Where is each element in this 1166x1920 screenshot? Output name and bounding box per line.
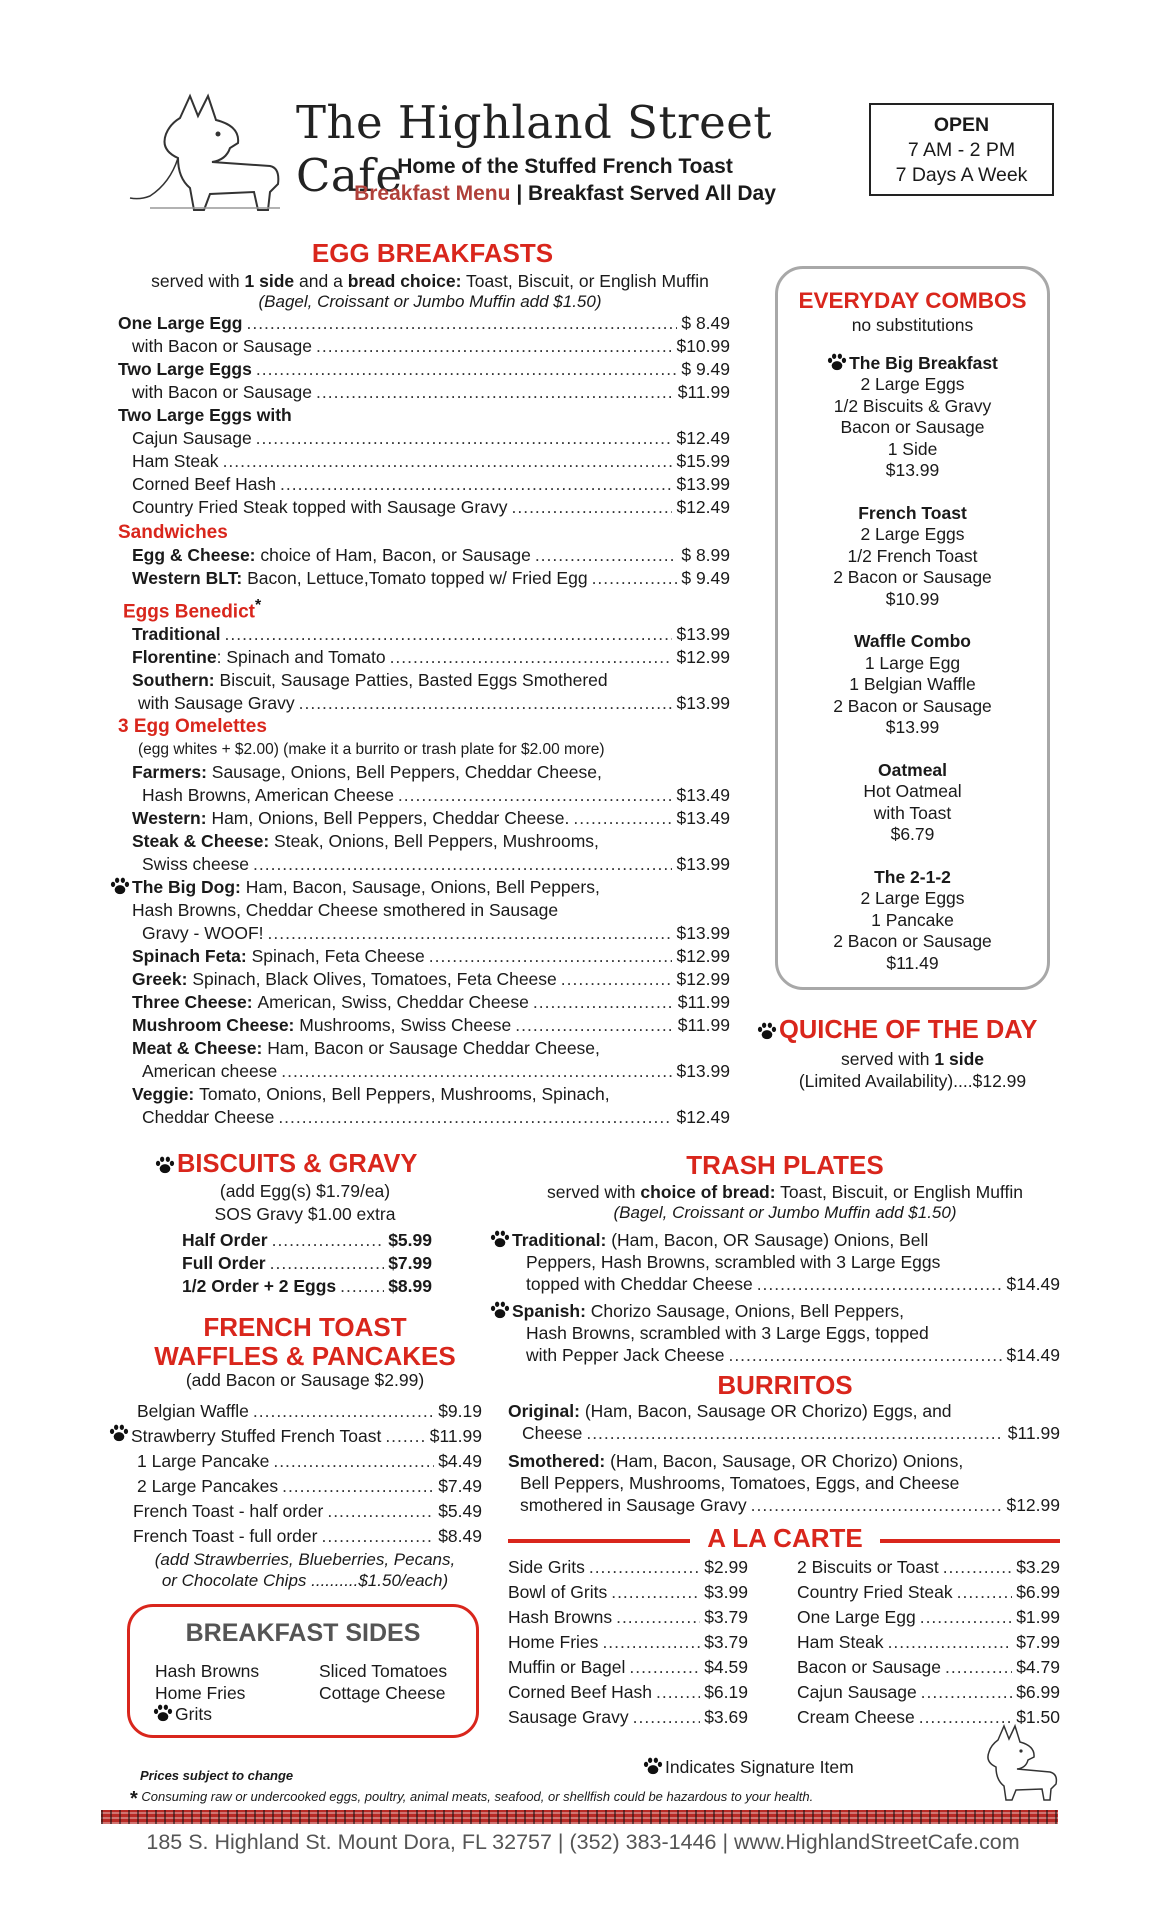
combo-item: Waffle Combo 1 Large Egg 1 Belgian Waffle 2 Bacon or Sausage $13.99 <box>833 631 992 737</box>
menu-item: Corned Beef Hash ..... $6.19 <box>508 1680 748 1705</box>
burritos-list: Original: (Ham, Bacon, Sausage OR Chorizo) Eggs, and Cheese ..... $11.99 Smothered: (Ham, Bacon, Sausage, OR Chorizo) Onions, Bell Peppers, Mushrooms, Tomatoes, Eggs, and Cheese smothered in Sausage Gravy ..... $12.99 <box>508 1400 1060 1516</box>
menu-item: Full Order ..... $7.99 <box>182 1252 432 1275</box>
quiche-details: served with 1 side (Limited Availability)....$12.99 <box>798 1049 1027 1091</box>
menu-item: Cheese ..... $11.99 <box>508 1422 1060 1444</box>
egg-list: One Large Egg ..... $ 8.49 with Bacon or Sausage ..... $10.99 Two Large Eggs ..... $ 9.49 with Bacon or Sausage ..... $11.99 Two Large Eggs with Cajun Sausage ..... $12.49 Ham Steak ..... $15.99 Corned Beef Hash ..... $13.99 Country Fried Steak topped with Sausage Gravy ..... $12.49 Sandwiches Egg & Cheese: choice of Ham, Bacon, or Sausage ..... $ 8.99 Western BLT: Bacon, Lettuce,Tomato topped w/ Fried Egg ..... $ 9.49 Eggs Benedict* Traditional ..... $13.99 Florentine : Spinach and Tomato ..... $12.99 Southern: Biscuit, Sausage Patties, Basted Eggs Smothered with Sausage Gravy ..... $13.99 3 Egg Omelettes (egg whites + $2.00) (make it a burrito or trash plate for $2.00 more) Farmers: Sausage, Onions, Bell Peppers, Cheddar Cheese, Hash Browns, American Cheese ..... $13.49 Western: Ham, Onions, Bell Peppers, Cheddar Cheese. ..... $13.49 Steak & Cheese: Steak, Onions, Bell Peppers, Mushrooms, Swiss cheese ..... $13.99 The Big Dog: Ham, Bacon, Sausage, Onions, Bell Peppers, Hash Browns, Cheddar Cheese smothered in Sausage Gravy - WOOF! ..... $13.99 Spinach Feta: Spinach, Feta Cheese ..... $12.99 Greek: Spinach, Black Olives, Tomatoes, Feta Cheese ..... $12.99 Three Cheese: American, Swiss, Cheddar Cheese ..... $11.99 Mushroom Cheese: Mushrooms, Swiss Cheese ..... $11.99 Meat & Cheese: Ham, Bacon or Sausage Cheddar Cheese, American cheese ..... $13.99 Veggie: Tomato, Onions, Bell Peppers, Mushrooms, Spinach, Cheddar Cheese ..... $12.49 <box>118 312 730 1129</box>
menu-item: Spinach Feta: Spinach, Feta Cheese ..... $12.99 <box>118 945 730 968</box>
tartan-band <box>101 1810 1058 1824</box>
menu-item: with Sausage Gravy ..... $13.99 <box>118 692 730 715</box>
menu-item: One Large Egg ..... $1.99 <box>797 1605 1060 1630</box>
menu-item: Cajun Sausage ..... $6.99 <box>797 1680 1060 1705</box>
menu-item: Two Large Eggs ..... $ 9.49 <box>118 358 730 381</box>
alacarte-col2 <box>797 1555 1060 1730</box>
scottie-dog-small <box>960 1722 1060 1802</box>
menu-item: Hash Browns, American Cheese ..... $13.49 <box>118 784 730 807</box>
menu-item: 2 Biscuits or Toast ..... $3.29 <box>797 1555 1060 1580</box>
menu-item: Ham Steak ..... $7.99 <box>797 1630 1060 1655</box>
biscuits-title: BISCUITS & GRAVY <box>155 1150 455 1179</box>
menu-item: Country Fried Steak ..... $6.99 <box>797 1580 1060 1605</box>
menu-item: Three Cheese: American, Swiss, Cheddar Cheese ..... $11.99 <box>118 991 730 1014</box>
menu-item: Ham Steak ..... $15.99 <box>118 450 730 473</box>
menu-item: smothered in Sausage Gravy ..... $12.99 <box>508 1494 1060 1516</box>
french-note: (add Bacon or Sausage $2.99) <box>185 1370 425 1390</box>
combos-box <box>775 266 1050 990</box>
menu-item: Southern: Biscuit, Sausage Patties, Basted Eggs Smothered <box>132 670 608 691</box>
omelette-note: (egg whites + $2.00) (make it a burrito or trash plate for $2.00 more) <box>138 741 605 759</box>
hours-time: 7 AM - 2 PM <box>907 139 1016 161</box>
menu-item: Sausage Gravy ..... $3.69 <box>508 1705 748 1730</box>
combos-title: EVERYDAY COMBOS <box>798 288 1027 313</box>
alacarte-title: A LA CARTE <box>690 1523 880 1554</box>
menu-label: Breakfast Menu <box>354 182 511 205</box>
hours-open: OPEN <box>933 114 990 136</box>
french-list <box>131 1399 482 1549</box>
menu-item: French Toast - full order ..... $8.49 <box>133 1524 482 1549</box>
egg-breakfasts-title: EGG BREAKFASTS <box>311 238 554 268</box>
paw-icon <box>490 1230 510 1248</box>
sides-col1: Hash Browns Home Fries Grits <box>155 1661 260 1724</box>
omelettes-title: 3 Egg Omelettes <box>118 716 267 738</box>
paw-icon <box>155 1156 175 1174</box>
menu-item: Corned Beef Hash ..... $13.99 <box>118 473 730 496</box>
sides-col2: Sliced Tomatoes Cottage Cheese <box>319 1661 448 1703</box>
menu-item: Greek: Spinach, Black Olives, Tomatoes, Feta Cheese ..... $12.99 <box>118 968 730 991</box>
menu-item: One Large Egg ..... $ 8.49 <box>118 312 730 335</box>
paw-icon <box>153 1704 173 1722</box>
menu-item: French Toast - half order ..... $5.49 <box>133 1499 482 1524</box>
menu-item: Traditional ..... $13.99 <box>118 623 730 646</box>
hours-days: 7 Days A Week <box>895 164 1028 186</box>
combo-item: The 2-1-2 2 Large Eggs 1 Pancake 2 Bacon or Sausage $11.49 <box>833 866 992 973</box>
scottie-dog-logo <box>120 88 285 213</box>
menu-item: Strawberry Stuffed French Toast ..... $11.99 <box>109 1424 482 1449</box>
menu-item: Cream Cheese ..... $1.50 <box>797 1705 1060 1730</box>
menu-item: topped with Cheddar Cheese ..... $14.49 <box>490 1273 1060 1295</box>
menu-item: Hash Browns ..... $3.79 <box>508 1605 748 1630</box>
egg-bread-note: (Bagel, Croissant or Jumbo Muffin add $1.50) <box>258 292 602 311</box>
menu-item: with Bacon or Sausage ..... $10.99 <box>118 335 730 358</box>
combo-item: Oatmeal Hot Oatmeal with Toast $6.79 <box>863 759 962 844</box>
hours-box <box>869 103 1054 196</box>
menu-item: with Pepper Jack Cheese ..... $14.49 <box>490 1344 1060 1366</box>
menu-heading <box>300 182 830 206</box>
paw-icon <box>757 1022 777 1040</box>
egg-served-line: served with 1 side and a bread choice: Toast, Biscuit, or English Muffin <box>151 271 709 291</box>
menu-item: Country Fried Steak topped with Sausage Gravy ..... $12.49 <box>118 496 730 519</box>
trash-plates-title: TRASH PLATES <box>686 1150 884 1180</box>
two-eggs-with-label: Two Large Eggs with <box>118 405 292 425</box>
footer-address: 185 S. Highland St. Mount Dora, FL 32757 | (352) 383-1446 | www.HighlandStreetCafe.com <box>146 1830 1020 1854</box>
signature-legend: Indicates Signature Item <box>643 1757 854 1778</box>
sides-title: BREAKFAST SIDES <box>185 1619 421 1647</box>
menu-item: American cheese ..... $13.99 <box>118 1060 730 1083</box>
menu-item: Belgian Waffle ..... $9.19 <box>137 1399 482 1424</box>
menu-item: 2 Large Pancakes ..... $7.49 <box>137 1474 482 1499</box>
menu-item: Side Grits ..... $2.99 <box>508 1555 748 1580</box>
alacarte-col1 <box>508 1555 748 1730</box>
paw-icon <box>827 353 847 371</box>
french-toast-title: FRENCH TOAST WAFFLES & PANCAKES <box>154 1312 456 1371</box>
burritos-title: BURRITOS <box>717 1370 853 1400</box>
menu-item: 1 Large Pancake ..... $4.49 <box>137 1449 482 1474</box>
cafe-subtitle: Home of the Stuffed French Toast <box>397 155 733 178</box>
menu-item: Florentine : Spinach and Tomato ..... $12.99 <box>118 646 730 669</box>
benedict-title: Eggs Benedict* <box>123 597 262 623</box>
menu-item: Gravy - WOOF! ..... $13.99 <box>118 922 730 945</box>
sides-box <box>127 1604 479 1738</box>
menu-item: Bacon or Sausage ..... $4.79 <box>797 1655 1060 1680</box>
menu-item: Muffin or Bagel ..... $4.59 <box>508 1655 748 1680</box>
menu-item: Swiss cheese ..... $13.99 <box>118 853 730 876</box>
sandwiches-title: Sandwiches <box>118 522 228 543</box>
menu-item: Mushroom Cheese: Mushrooms, Swiss Cheese ..... $11.99 <box>118 1014 730 1037</box>
trash-served: served with choice of bread: Toast, Biscuit, or English Muffin <box>547 1182 1023 1202</box>
biscuits-list <box>182 1229 432 1298</box>
biscuits-notes: (add Egg(s) $1.79/ea) SOS Gravy $1.00 extra <box>214 1181 396 1224</box>
prices-note: Prices subject to change <box>140 1768 294 1783</box>
quiche-title: QUICHE OF THE DAY <box>757 1016 1057 1045</box>
menu-item: with Bacon or Sausage ..... $11.99 <box>118 381 730 404</box>
combo-item: French Toast 2 Large Eggs 1/2 French Toast 2 Bacon or Sausage $10.99 <box>833 502 992 609</box>
paw-icon <box>643 1757 663 1775</box>
menu-separator: | <box>516 182 523 205</box>
combo-item: The Big Breakfast 2 Large Eggs 1/2 Biscuits & Gravy Bacon or Sausage 1 Side $13.99 <box>778 353 1047 482</box>
menu-item: Home Fries ..... $3.79 <box>508 1630 748 1655</box>
menu-item: 1/2 Order + 2 Eggs ..... $8.99 <box>182 1275 432 1298</box>
health-warning: * Consuming raw or undercooked eggs, poultry, animal meats, seafood, or shellfish could be hazardous to your health. <box>130 1788 814 1810</box>
cafe-title: The Highland Street Cafe <box>296 96 772 202</box>
menu-item: Western BLT: Bacon, Lettuce,Tomato topped w/ Fried Egg ..... $ 9.49 <box>118 567 730 590</box>
combos-note: no substitutions <box>851 315 974 335</box>
paw-icon <box>110 877 130 895</box>
served-all-day: Breakfast Served All Day <box>528 182 776 205</box>
menu-item: Western: Ham, Onions, Bell Peppers, Cheddar Cheese. ..... $13.49 <box>118 807 730 830</box>
menu-item: Cheddar Cheese ..... $12.49 <box>118 1106 730 1129</box>
paw-icon <box>490 1301 510 1319</box>
menu-item: Bowl of Grits ..... $3.99 <box>508 1580 748 1605</box>
menu-item: Egg & Cheese: choice of Ham, Bacon, or Sausage ..... $ 8.99 <box>118 544 730 567</box>
menu-item: Cajun Sausage ..... $12.49 <box>118 427 730 450</box>
trash-list: Traditional: (Ham, Bacon, OR Sausage) Onions, Bell Peppers, Hash Browns, scrambled with 3 Large Eggs topped with Cheddar Cheese ..... $14.49 Spanish: Chorizo Sausage, Onions, Bell Peppers, Hash Browns, scrambled with 3 Large Eggs, topped with Pepper Jack Cheese ..... $14.49 <box>490 1229 1060 1366</box>
trash-bread-note: (Bagel, Croissant or Jumbo Muffin add $1.50) <box>613 1203 957 1222</box>
paw-icon <box>109 1424 129 1442</box>
french-addon: (add Strawberries, Blueberries, Pecans, or Chocolate Chips ..........$1.50/each) <box>154 1550 456 1590</box>
menu-item: Half Order ..... $5.99 <box>182 1229 432 1252</box>
